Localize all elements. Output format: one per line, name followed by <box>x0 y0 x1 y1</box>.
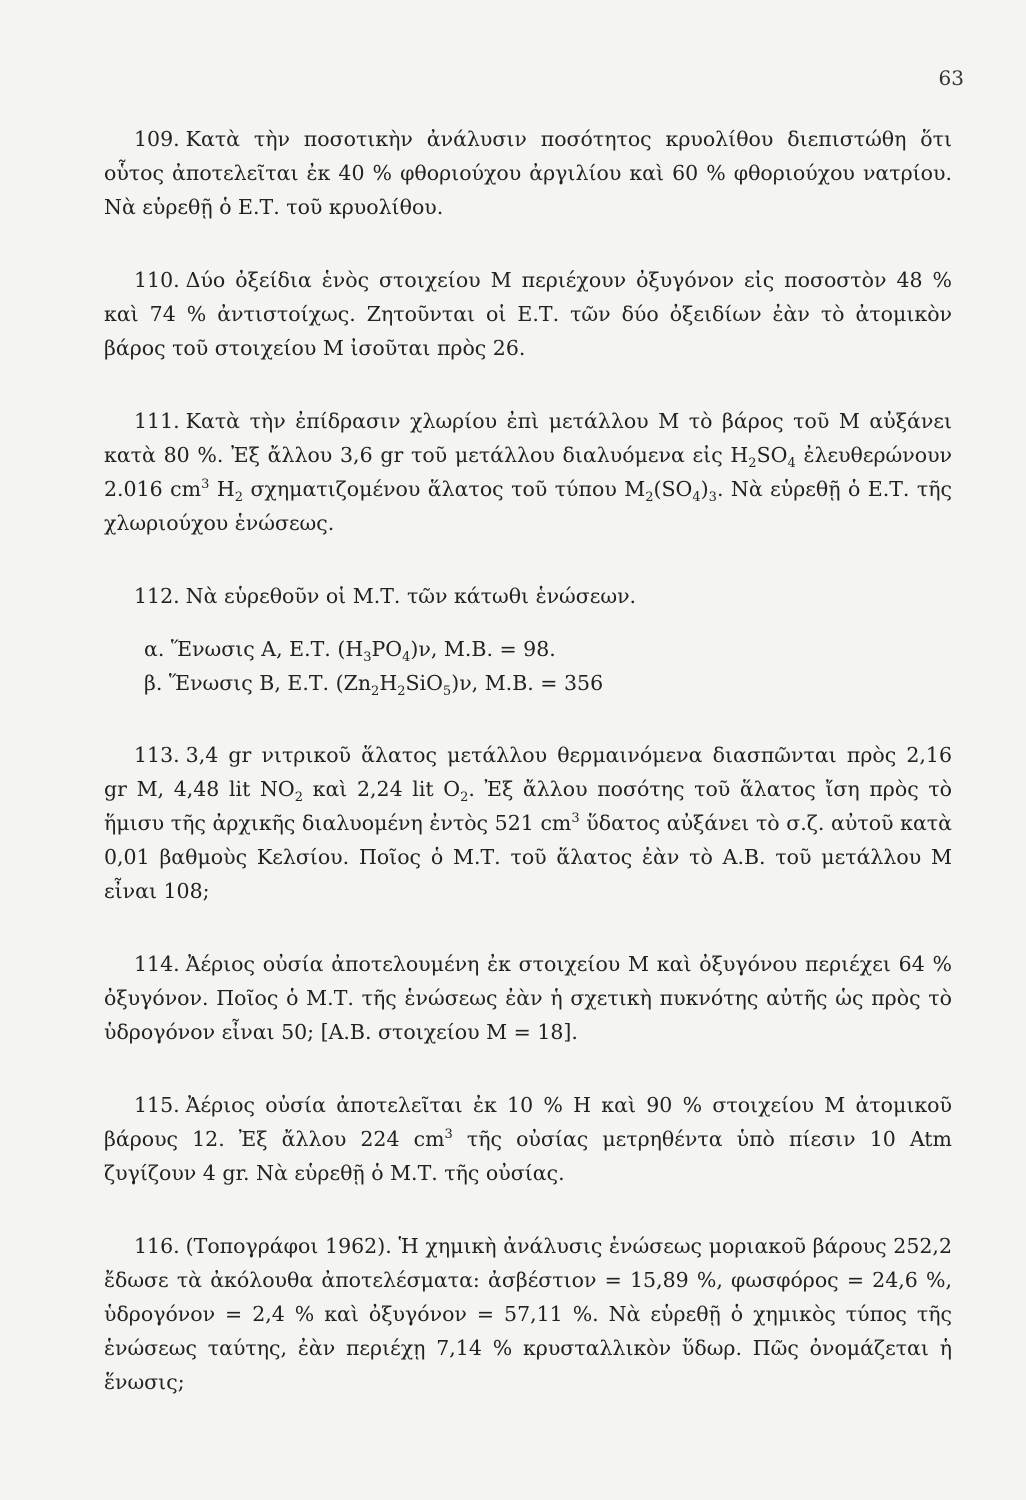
problem-115 <box>104 1088 952 1190</box>
problem-113 <box>104 738 952 908</box>
subscript: 2 <box>397 684 406 700</box>
problem-text: σχηματιζομένου ἅλατος τοῦ τύπου M <box>242 477 646 501</box>
sub-item-text: )ν, Μ.Β. = 356 <box>451 671 604 695</box>
subscript: 5 <box>442 684 452 700</box>
superscript: 3 <box>201 477 210 493</box>
sub-item-text: β. Ἕνωσις Β, Ε.Τ. (Zn <box>144 671 372 695</box>
sub-item-b <box>144 666 952 700</box>
sub-item-text: α. Ἕνωσις Α, Ε.Τ. (H <box>144 637 364 661</box>
problem-number: 110. <box>134 268 180 292</box>
problem-number: 114. <box>134 952 180 976</box>
subscript: 3 <box>708 490 717 506</box>
problem-text: Δύο ὀξείδια ἑνὸς στοιχείου Μ περιέχουν ὀξυγόνον εἰς ποσοστὸν 48 % καὶ 74 % ἀντιστοίχως. Ζητοῦνται οἱ Ε.Τ. τῶν δύο ὀξειδίων ἐὰν τὸ ἀτομικὸν βάρος τοῦ στοιχείου Μ ἰσοῦται πρὸς 26. <box>104 268 952 360</box>
problem-109 <box>104 122 952 224</box>
problem-text: καὶ 2,24 lit O <box>303 777 461 801</box>
problem-number: 112. <box>134 584 180 608</box>
problem-number: 109. <box>134 127 180 151</box>
page-number: 63 <box>938 66 964 90</box>
problems-content <box>104 122 952 1438</box>
problem-text: (SO <box>653 477 693 501</box>
subscript: 4 <box>402 650 411 666</box>
problem-114 <box>104 947 952 1049</box>
problem-number: 116. <box>134 1234 180 1258</box>
problem-text: ἐλευθερώνουν 2.016 cm <box>104 443 952 501</box>
subscript: 4 <box>787 456 796 472</box>
subscript: 2 <box>234 490 243 506</box>
problem-text: Κατὰ τὴν ποσοτικὴν ἀνάλυσιν ποσότητος κρυολίθου διεπιστώθη ὅτι οὗτος ἀποτελεῖται ἐκ 40 % φθοριούχου ἀργιλίου καὶ 60 % φθοριούχου νατρίου. Νὰ εὑρεθῇ ὁ Ε.Τ. τοῦ κρυολίθου. <box>104 127 952 219</box>
problem-text: ὕδατος αὐξάνει τὸ σ.ζ. αὐτοῦ κατὰ 0,01 βαθμοὺς Κελσίου. Ποῖος ὁ Μ.Τ. τοῦ ἅλατος ἐὰν τὸ Α.Β. τοῦ μετάλλου Μ εἶναι 108; <box>104 811 952 903</box>
problem-text: . Νὰ εὑρεθῇ ὁ Ε.Τ. τῆς χλωριούχου ἑνώσεως. <box>104 477 953 535</box>
sub-item-text: PO <box>371 637 403 661</box>
sub-item-text: )ν, Μ.Β. = 98. <box>410 637 556 661</box>
sub-item-text: SiO <box>405 671 443 695</box>
problem-text: Κατὰ τὴν ἐπίδρασιν χλωρίου ἐπὶ μετάλλου Μ τὸ βάρος τοῦ Μ αὐξάνει κατὰ 80 %. Ἐξ ἄλλου 3,6 gr τοῦ μετάλλου διαλυόμενα εἰς H <box>104 409 952 467</box>
subscript: 2 <box>294 790 304 806</box>
problem-text: . Ἐξ ἄλλου ποσότης τοῦ ἅλατος ἴση πρὸς τὸ ἥμισυ τῆς ἀρχικῆς διαλυομένη ἐντὸς 521 cm <box>104 777 952 835</box>
subscript: 2 <box>460 790 469 806</box>
problem-112-items <box>104 632 952 700</box>
problem-text: ) <box>700 477 709 501</box>
superscript: 3 <box>444 1127 453 1143</box>
problem-number: 115. <box>134 1093 180 1117</box>
problem-text: SO <box>756 443 788 467</box>
problem-text: Ἀέριος οὐσία ἀποτελουμένη ἐκ στοιχείου Μ καὶ ὀξυγόνου περιέχει 64 % ὀξυγόνον. Ποῖος ὁ Μ.Τ. τῆς ἑνώσεως ἐὰν ἡ σχετικὴ πυκνότης αὐτῆς ὡς πρὸς τὸ ὑδρογόνον εἶναι 50; [Α.Β. στοιχείου Μ = 18]. <box>104 952 952 1044</box>
problem-116 <box>104 1229 952 1399</box>
problem-text: 3,4 gr νιτρικοῦ ἅλατος μετάλλου θερμαινόμενα διασπῶνται πρὸς 2,16 gr M, 4,48 lit NO <box>104 743 952 801</box>
sub-item-text: H <box>379 671 398 695</box>
problem-112 <box>104 579 952 613</box>
subscript: 2 <box>748 456 757 472</box>
problem-text: τῆς οὐσίας μετρηθέντα ὑπὸ πίεσιν 10 Atm ζυγίζουν 4 gr. Νὰ εὑρεθῇ ὁ Μ.Τ. τῆς οὐσίας. <box>104 1127 952 1185</box>
problem-text: Νὰ εὑρεθοῦν οἱ Μ.Τ. τῶν κάτωθι ἑνώσεων. <box>185 584 637 608</box>
problem-text: Ἀέριος οὐσία ἀποτελεῖται ἐκ 10 % H καὶ 90 % στοιχείου Μ ἀτομικοῦ βάρους 12. Ἐξ ἄλλου 224 cm <box>104 1093 952 1151</box>
problem-text: H <box>209 477 235 501</box>
problem-number: 113. <box>134 743 180 767</box>
problem-text: (Τοπογράφοι 1962). Ἡ χημικὴ ἀνάλυσις ἑνώσεως μοριακοῦ βάρους 252,2 ἔδωσε τὰ ἀκόλουθα ἀποτελέσματα: ἀσβέστιον = 15,89 %, φωσφόρος = 24,6 %, ὑδρογόνον = 2,4 % καὶ ὀξυγόνον = 57,11 %. Νὰ εὑρεθῇ ὁ χημικὸς τύπος τῆς ἑνώσεως ταύτης, ἐὰν περιέχῃ 7,14 % κρυσταλλικὸν ὕδωρ. Πῶς ὀνομάζεται ἡ ἕνωσις; <box>104 1234 952 1394</box>
subscript: 2 <box>645 490 654 506</box>
subscript: 3 <box>363 650 372 666</box>
problem-110 <box>104 263 952 365</box>
subscript: 4 <box>692 490 701 506</box>
problem-111 <box>104 404 952 540</box>
problem-number: 111. <box>134 409 180 433</box>
superscript: 3 <box>571 811 580 827</box>
sub-item-a <box>144 632 952 666</box>
subscript: 2 <box>371 684 380 700</box>
